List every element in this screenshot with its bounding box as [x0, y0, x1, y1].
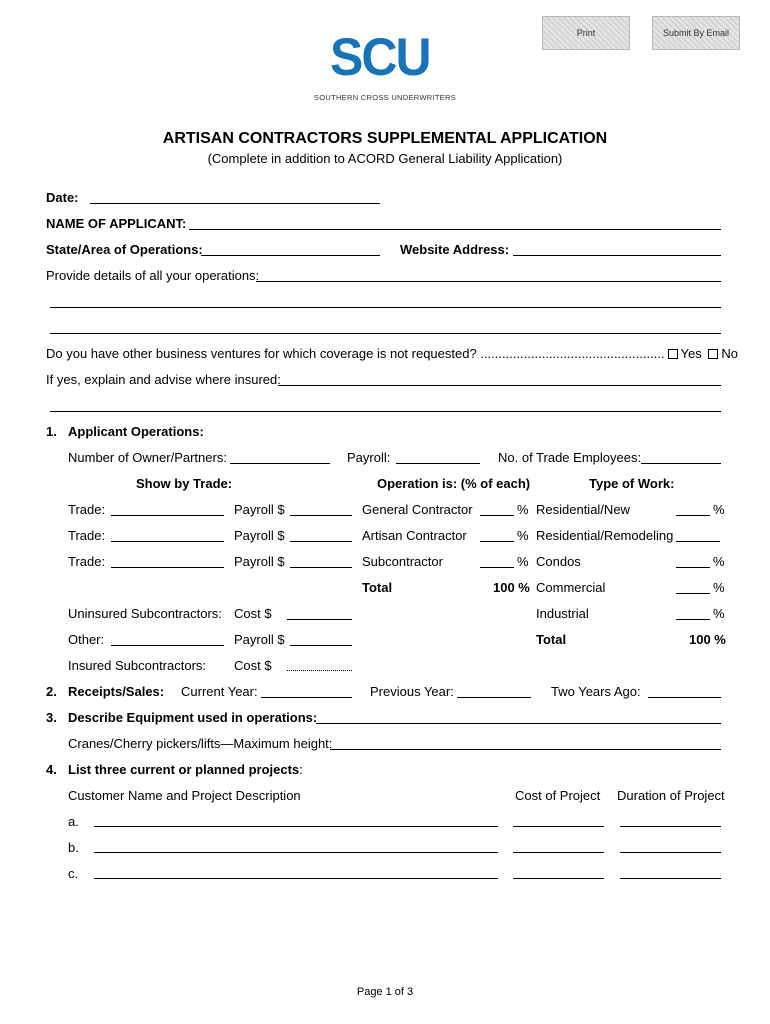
explain-field-1[interactable] [278, 385, 721, 386]
pct-sign: % [713, 580, 725, 595]
ventures-question [46, 346, 738, 361]
pct-sign: % [713, 502, 725, 517]
customer-column-header: Customer Name and Project Description [68, 788, 301, 803]
other-payroll-label: Payroll $ [234, 632, 285, 647]
other-payroll-field[interactable] [290, 645, 352, 646]
condos-label: Condos [536, 554, 581, 569]
date-label: Date: [46, 190, 79, 205]
cost-column-header: Cost of Project [515, 788, 601, 803]
page-title: ARTISAN CONTRACTORS SUPPLEMENTAL APPLICATION [162, 130, 608, 147]
residential-remodel-field[interactable] [676, 541, 720, 542]
industrial-field[interactable] [676, 619, 710, 620]
yes-checkbox[interactable] [668, 349, 678, 359]
page-number: Page 1 of 3 [356, 986, 414, 998]
trade-payroll-label: Payroll $ [234, 528, 285, 543]
subcontractor-label: Subcontractor [362, 554, 443, 569]
pct-sign: % [517, 554, 529, 569]
trade-payroll-field[interactable] [290, 515, 352, 516]
general-contractor-label: General Contractor [362, 502, 473, 517]
explain-field-2[interactable] [50, 411, 721, 412]
trade-payroll-field[interactable] [290, 567, 352, 568]
yes-label: Yes [680, 346, 702, 361]
state-label: State/Area of Operations: [46, 242, 203, 257]
page-subtitle: (Complete in addition to ACORD General Liability Application) [207, 151, 563, 166]
condos-field[interactable] [676, 567, 710, 568]
operation-total-label: Total [362, 580, 393, 595]
section1-number: 1. [46, 424, 57, 439]
artisan-contractor-label: Artisan Contractor [362, 528, 467, 543]
logo-tagline: SOUTHERN CROSS UNDERWRITERS [313, 93, 457, 102]
equipment-field[interactable] [316, 723, 721, 724]
residential-new-label: Residential/New [536, 502, 630, 517]
explain-label: If yes, explain and advise where insured: [46, 372, 281, 387]
trade-field[interactable] [111, 515, 224, 516]
project-c-description-field[interactable] [94, 878, 498, 879]
section3-number: 3. [46, 710, 57, 725]
duration-column-header: Duration of Project [617, 788, 725, 803]
project-row-label: b. [68, 840, 79, 855]
current-year-label: Current Year: [181, 684, 258, 699]
payroll-label: Payroll: [347, 450, 391, 465]
other-label: Other: [68, 632, 105, 647]
section4-colon: : [299, 762, 303, 777]
artisan-contractor-pct-field[interactable] [480, 541, 514, 542]
two-years-ago-field[interactable] [648, 697, 721, 698]
section1-title: Applicant Operations: [68, 424, 204, 439]
project-b-description-field[interactable] [94, 852, 498, 853]
pct-sign: % [713, 606, 725, 621]
project-a-cost-field[interactable] [513, 826, 604, 827]
cranes-field[interactable] [330, 749, 721, 750]
details-field-1[interactable] [256, 281, 721, 282]
scu-logo: SCU [330, 27, 430, 87]
commercial-label: Commercial [536, 580, 606, 595]
section3-title: Describe Equipment used in operations: [68, 710, 318, 725]
work-total-value: 100 % [689, 632, 726, 647]
details-label: Provide details of all your operations: [46, 268, 260, 283]
website-field[interactable] [513, 255, 721, 256]
section4-title: List three current or planned projects [68, 762, 300, 777]
uninsured-cost-label: Cost $ [234, 606, 272, 621]
two-years-ago-label: Two Years Ago: [551, 684, 641, 699]
uninsured-label: Uninsured Subcontractors: [68, 606, 222, 621]
insured-cost-label: Cost $ [234, 658, 272, 673]
cranes-label: Cranes/Cherry pickers/lifts—Maximum height: [68, 736, 333, 751]
trade-field[interactable] [111, 541, 224, 542]
trade-label: Trade: [68, 554, 106, 569]
no-checkbox[interactable] [708, 349, 718, 359]
general-contractor-pct-field[interactable] [480, 515, 514, 516]
trade-payroll-label: Payroll $ [234, 502, 285, 517]
residential-new-field[interactable] [676, 515, 710, 516]
subcontractor-pct-field[interactable] [480, 567, 514, 568]
project-c-duration-field[interactable] [620, 878, 721, 879]
section4-heading [68, 762, 303, 777]
residential-remodel-label: Residential/Remodeling [536, 528, 674, 543]
project-row-label: a. [68, 814, 79, 829]
industrial-label: Industrial [536, 606, 589, 621]
project-b-cost-field[interactable] [513, 852, 604, 853]
details-field-2[interactable] [50, 307, 721, 308]
project-a-description-field[interactable] [94, 826, 498, 827]
operation-total-value: 100 % [493, 580, 530, 595]
uninsured-cost-field[interactable] [287, 619, 352, 620]
pct-sign: % [517, 502, 529, 517]
details-field-3[interactable] [50, 333, 721, 334]
employees-label: No. of Trade Employees: [498, 450, 642, 465]
previous-year-label: Previous Year: [370, 684, 454, 699]
submit-by-email-button[interactable]: Submit By Email [652, 16, 740, 50]
section4-number: 4. [46, 762, 57, 777]
no-label: No [721, 346, 738, 361]
payroll-field[interactable] [396, 463, 480, 464]
section2-number: 2. [46, 684, 57, 699]
project-b-duration-field[interactable] [620, 852, 721, 853]
previous-year-field[interactable] [457, 697, 531, 698]
project-row-label: c. [68, 866, 79, 881]
project-a-duration-field[interactable] [620, 826, 721, 827]
trade-field[interactable] [111, 567, 224, 568]
applicant-field[interactable] [189, 229, 721, 230]
print-button[interactable]: Print [542, 16, 630, 50]
section2-title: Receipts/Sales: [68, 684, 165, 699]
employees-field[interactable] [641, 463, 721, 464]
owners-label: Number of Owner/Partners: [68, 450, 227, 465]
owners-field[interactable] [230, 463, 330, 464]
website-label: Website Address: [400, 242, 510, 257]
applicant-label: NAME OF APPLICANT: [46, 216, 187, 231]
date-field[interactable] [90, 203, 380, 204]
state-field[interactable] [201, 255, 380, 256]
other-field[interactable] [111, 645, 224, 646]
ventures-text: Do you have other business ventures for which coverage is not requested? ................................................... [46, 346, 665, 361]
work-total-label: Total [536, 632, 567, 647]
trade-payroll-field[interactable] [290, 541, 352, 542]
insured-label: Insured Subcontractors: [68, 658, 207, 673]
pct-sign: % [517, 528, 529, 543]
insured-cost-field[interactable] [287, 670, 352, 671]
type-of-work-heading: Type of Work: [589, 476, 675, 491]
show-by-trade-heading: Show by Trade: [136, 476, 233, 491]
operation-is-heading: Operation is: (% of each) [377, 476, 531, 491]
pct-sign: % [713, 554, 725, 569]
project-c-cost-field[interactable] [513, 878, 604, 879]
trade-label: Trade: [68, 502, 106, 517]
trade-label: Trade: [68, 528, 106, 543]
trade-payroll-label: Payroll $ [234, 554, 285, 569]
current-year-field[interactable] [261, 697, 352, 698]
commercial-field[interactable] [676, 593, 710, 594]
